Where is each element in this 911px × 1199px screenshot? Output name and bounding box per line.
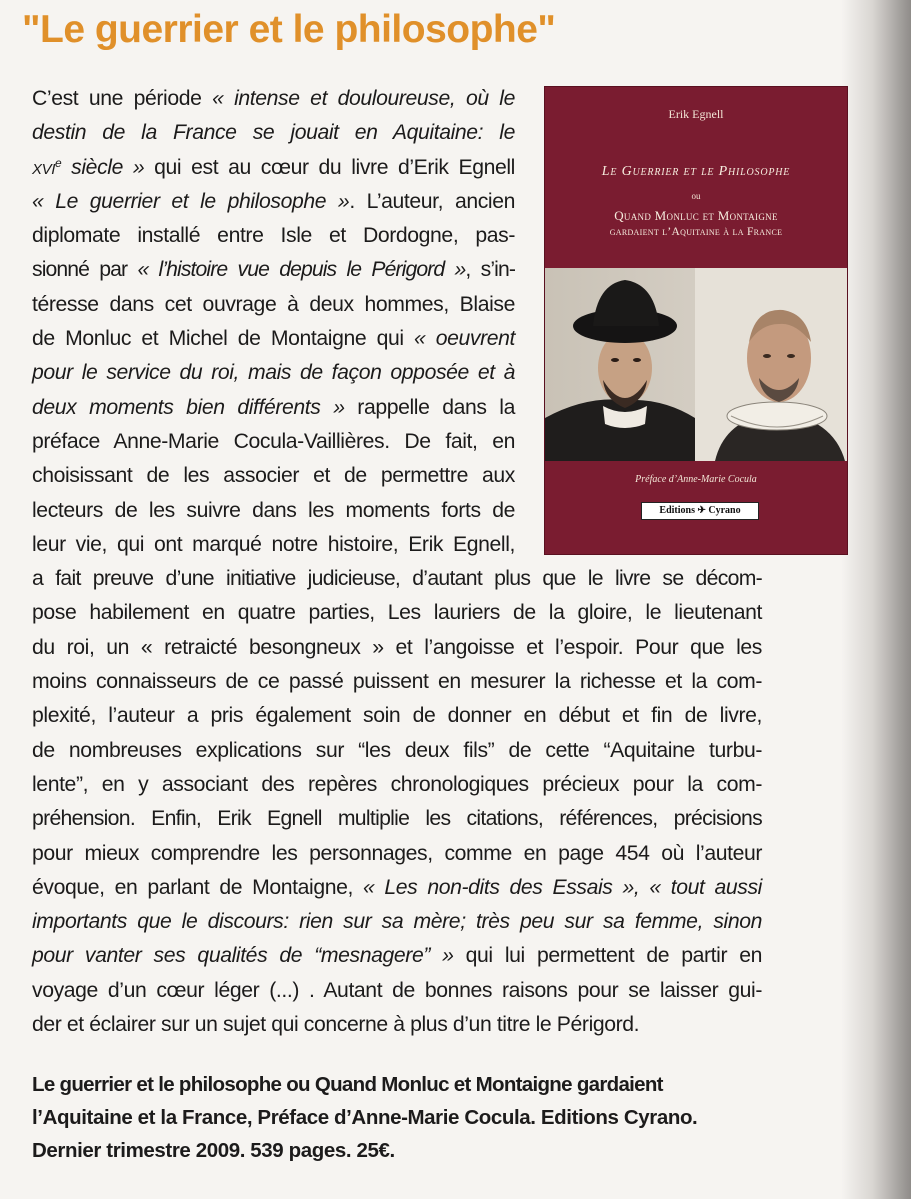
body-line: téresse dans cet ouvrage à deux hommes, Blaise bbox=[32, 292, 515, 316]
body-line: choisissant de les associer et de permettre aux bbox=[32, 464, 515, 488]
body-line: pour vanter ses qualités de “mesnagere” » qui lui permettent de partir en bbox=[32, 944, 762, 968]
body-line: der et éclairer sur un sujet qui concerne à plus d’un titre le Périgord. bbox=[32, 1013, 640, 1037]
book-credits bbox=[32, 1068, 762, 1167]
body-line: préhension. Enfin, Erik Egnell multiplie les citations, références, précisions bbox=[32, 807, 762, 831]
body-line: lecteurs de les suivre dans les moments forts de bbox=[32, 498, 515, 522]
body-line: pose habilement en quatre parties, Les lauriers de la gloire, le lieutenant bbox=[32, 601, 762, 625]
cover-subtitle-line: Quand Monluc et Montaigne bbox=[614, 208, 778, 223]
body-line: diplomate installé entre Isle et Dordogne, pas- bbox=[32, 224, 515, 248]
body-line: du roi, un « retraicté besongneux » et l’angoisse et l’espoir. Pour que les bbox=[32, 635, 762, 659]
credits-line: l’Aquitaine et la France, Préface d’Anne-Marie Cocula. Editions Cyrano. bbox=[32, 1106, 698, 1129]
credits-line: Le guerrier et le philosophe ou Quand Monluc et Montaigne gardaient bbox=[32, 1073, 663, 1096]
right-portrait-ruff bbox=[727, 402, 827, 430]
body-line: pour le service du roi, mais de façon opposée et à bbox=[32, 361, 515, 385]
credits-line: Dernier trimestre 2009. 539 pages. 25€. bbox=[32, 1139, 395, 1162]
cover-portraits-image bbox=[545, 268, 847, 461]
cover-author: Erik Egnell bbox=[668, 107, 724, 121]
body-line: moins connaisseurs de ce passé puissent en mesurer la richesse et la com- bbox=[32, 670, 762, 694]
cover-title: Le Guerrier et le Philosophe bbox=[601, 164, 791, 179]
body-line: importants que le discours: rien sur sa mère; très peu sur sa femme, sinon bbox=[32, 910, 762, 934]
body-line: voyage d’un cœur léger (...) . Autant de bonnes raisons pour se laisser gui- bbox=[32, 978, 762, 1002]
cover-preface: Préface d’Anne-Marie Cocula bbox=[635, 474, 757, 485]
body-line: préface Anne-Marie Cocula-Vaillières. De fait, en bbox=[32, 429, 515, 453]
body-line: plexité, l’auteur a pris également soin de donner en début et fin de livre, bbox=[32, 704, 762, 728]
body-line: leur vie, qui ont marqué notre histoire, Erik Egnell, bbox=[32, 532, 515, 556]
page-binding-shadow bbox=[841, 0, 911, 1199]
body-line: C’est une période « intense et douloureuse, où le bbox=[32, 87, 515, 110]
body-line: évoque, en parlant de Montaigne, « Les non-dits des Essais », « tout aussi bbox=[32, 875, 762, 899]
body-line: xvi$^e$ siècle » qui est au cœur du livre d’Erik Egnell bbox=[32, 155, 515, 179]
cover-ou: ou bbox=[691, 191, 701, 201]
body-line: sionné par « l’histoire vue depuis le Périgord », s’in- bbox=[32, 258, 515, 282]
article-title: "Le guerrier et le philosophe" bbox=[22, 8, 556, 51]
left-portrait-doublet bbox=[545, 399, 695, 461]
body-line: lente”, en y associant des repères chronologiques précieux pour la com- bbox=[32, 772, 762, 796]
body-line: pour mieux comprendre les personnages, comme en page 454 où l’auteur bbox=[32, 841, 762, 865]
body-line: « Le guerrier et le philosophe ». L’auteur, ancien bbox=[32, 189, 515, 213]
cover-publisher-logo: Editions ✈ Cyrano bbox=[641, 502, 759, 520]
cover-subtitle-line: gardaient l’Aquitaine à la France bbox=[609, 226, 783, 238]
body-line: de Monluc et Michel de Montaigne qui « oeuvrent bbox=[32, 327, 515, 351]
body-line: a fait preuve d’une initiative judicieuse, d’autant plus que le livre se décom- bbox=[32, 567, 762, 591]
book-cover bbox=[544, 86, 848, 555]
body-line: destin de la France se jouait en Aquitaine: le bbox=[32, 121, 515, 145]
body-line: deux moments bien différents » rappelle dans la bbox=[32, 395, 515, 419]
cover-subtitle bbox=[545, 208, 847, 240]
body-line: de nombreuses explications sur “les deux fils” de cette “Aquitaine turbu- bbox=[32, 738, 762, 762]
portraits-illustration bbox=[545, 268, 847, 461]
